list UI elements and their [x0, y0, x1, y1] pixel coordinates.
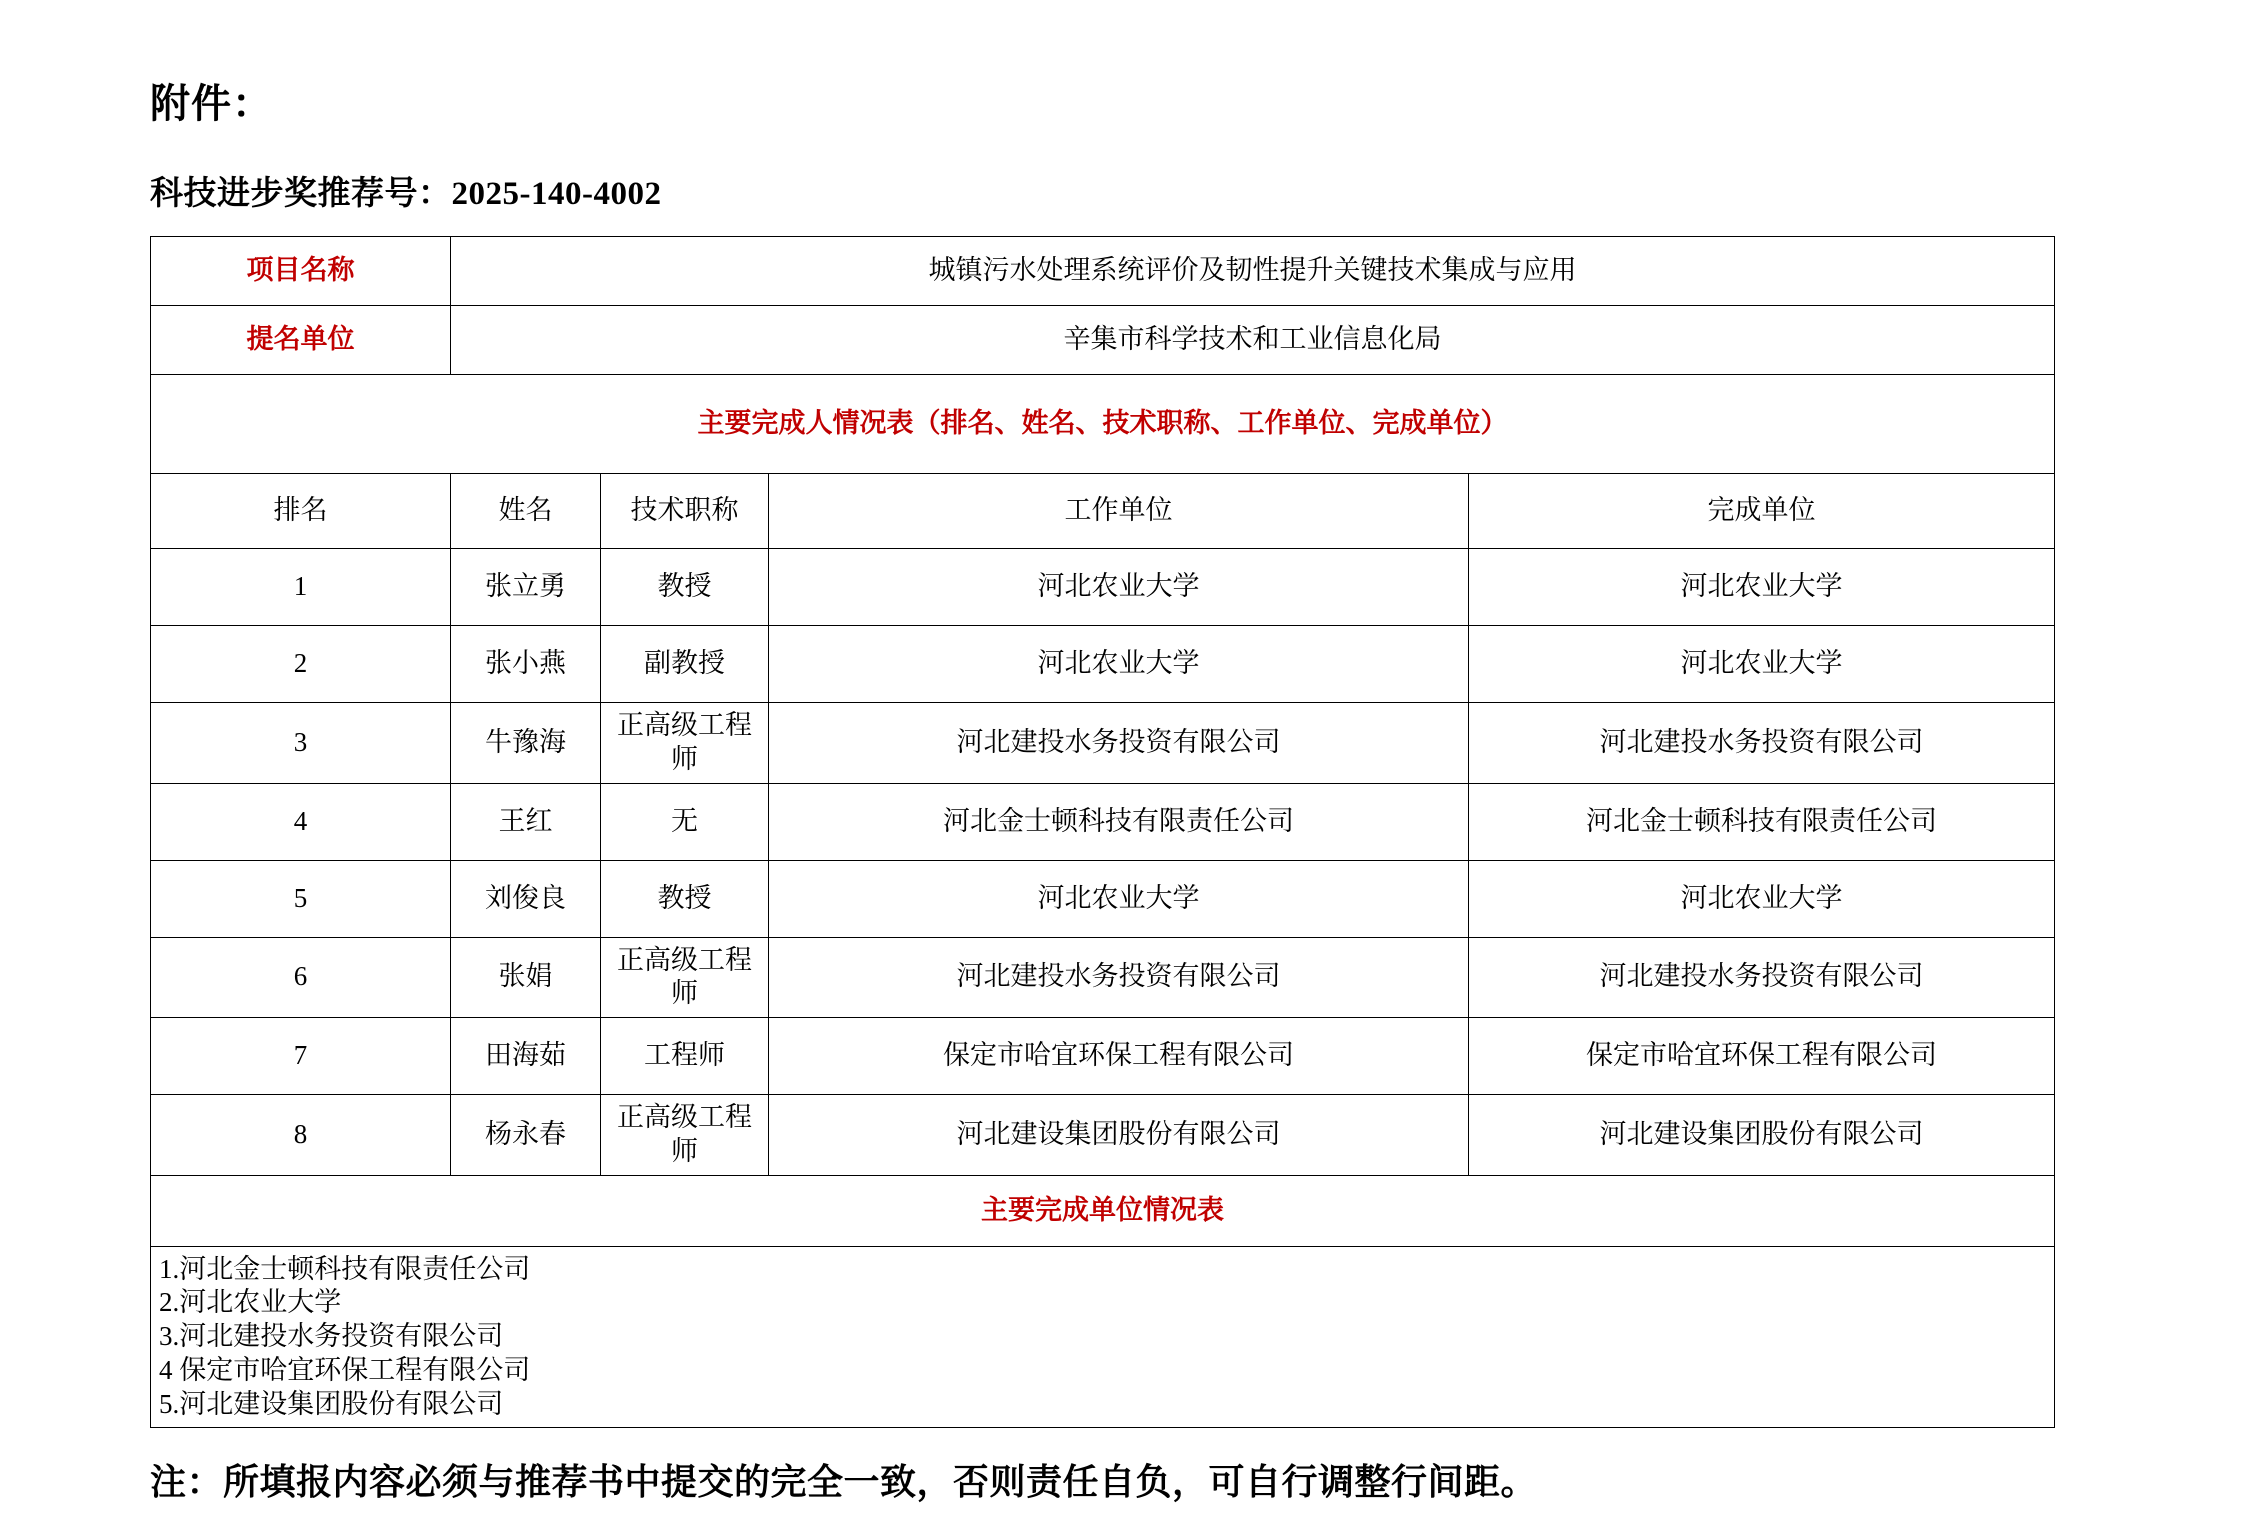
header-name: 姓名	[451, 474, 601, 549]
header-technical-title: 技术职称	[601, 474, 769, 549]
cell-technical-title: 正高级工程师	[601, 1095, 769, 1176]
cell-technical-title: 正高级工程师	[601, 703, 769, 784]
list-item: 1.河北金士顿科技有限责任公司	[159, 1253, 531, 1284]
project-name-value: 城镇污水处理系统评价及韧性提升关键技术集成与应用	[451, 237, 2055, 306]
cell-technical-title: 工程师	[601, 1018, 769, 1095]
cell-rank: 5	[151, 860, 451, 937]
cell-completion-unit: 河北农业大学	[1469, 860, 2055, 937]
table-row	[151, 703, 2055, 784]
cell-rank: 4	[151, 783, 451, 860]
cell-rank: 2	[151, 626, 451, 703]
cell-technical-title: 正高级工程师	[601, 937, 769, 1018]
nominating-unit-value: 辛集市科学技术和工业信息化局	[451, 306, 2055, 375]
cell-name: 刘俊良	[451, 860, 601, 937]
cell-name: 张立勇	[451, 549, 601, 626]
cell-name: 王红	[451, 783, 601, 860]
table-row	[151, 626, 2055, 703]
cell-name: 杨永春	[451, 1095, 601, 1176]
table-row	[151, 937, 2055, 1018]
cell-rank: 8	[151, 1095, 451, 1176]
cell-rank: 7	[151, 1018, 451, 1095]
cell-name: 张小燕	[451, 626, 601, 703]
award-info-table	[150, 236, 2055, 1428]
nominating-unit-label: 提名单位	[151, 306, 451, 375]
cell-work-unit: 河北农业大学	[769, 549, 1469, 626]
cell-completion-unit: 河北建投水务投资有限公司	[1469, 703, 2055, 784]
cell-technical-title: 教授	[601, 549, 769, 626]
table-row	[151, 549, 2055, 626]
units-list	[151, 1246, 2055, 1428]
cell-technical-title: 副教授	[601, 626, 769, 703]
table-row	[151, 783, 2055, 860]
cell-work-unit: 河北建投水务投资有限公司	[769, 937, 1469, 1018]
recommendation-number-prefix: 科技进步奖推荐号：	[150, 176, 452, 212]
cell-rank: 1	[151, 549, 451, 626]
attachment-label: 附件：	[150, 81, 273, 126]
cell-work-unit: 保定市哈宜环保工程有限公司	[769, 1018, 1469, 1095]
cell-technical-title: 教授	[601, 860, 769, 937]
list-item: 2.河北农业大学	[159, 1287, 342, 1318]
recommendation-number-value: 2025-140-4002	[451, 176, 662, 212]
cell-work-unit: 河北农业大学	[769, 626, 1469, 703]
list-item: 3.河北建投水务投资有限公司	[159, 1321, 504, 1351]
units-banner: 主要完成单位情况表	[151, 1175, 2055, 1246]
cell-completion-unit: 河北金士顿科技有限责任公司	[1469, 783, 2055, 860]
header-completion-unit: 完成单位	[1469, 474, 2055, 549]
units-list-row	[151, 1246, 2055, 1428]
cell-work-unit: 河北农业大学	[769, 860, 1469, 937]
contributors-banner-row	[151, 375, 2055, 474]
table-row	[151, 860, 2055, 937]
header-work-unit: 工作单位	[769, 474, 1469, 549]
cell-name: 张娟	[451, 937, 601, 1018]
cell-completion-unit: 河北农业大学	[1469, 626, 2055, 703]
cell-work-unit: 河北金士顿科技有限责任公司	[769, 783, 1469, 860]
cell-name: 田海茹	[451, 1018, 601, 1095]
header-rank: 排名	[151, 474, 451, 549]
cell-rank: 6	[151, 937, 451, 1018]
cell-rank: 3	[151, 703, 451, 784]
cell-work-unit: 河北建设集团股份有限公司	[769, 1095, 1469, 1176]
cell-work-unit: 河北建投水务投资有限公司	[769, 703, 1469, 784]
cell-completion-unit: 河北建投水务投资有限公司	[1469, 937, 2055, 1018]
cell-completion-unit: 保定市哈宜环保工程有限公司	[1469, 1018, 2055, 1095]
footer-note: 注：所填报内容必须与推荐书中提交的完全一致，否则责任自负，可自行调整行间距。	[150, 1462, 1538, 1503]
cell-completion-unit: 河北建设集团股份有限公司	[1469, 1095, 2055, 1176]
cell-technical-title: 无	[601, 783, 769, 860]
recommendation-number-line	[150, 167, 2095, 214]
units-banner-row	[151, 1175, 2055, 1246]
table-row	[151, 1018, 2055, 1095]
table-header-row	[151, 474, 2055, 549]
contributors-banner: 主要完成人情况表（排名、姓名、技术职称、工作单位、完成单位）	[151, 375, 2055, 474]
list-item: 5.河北建设集团股份有限公司	[159, 1388, 504, 1419]
cell-completion-unit: 河北农业大学	[1469, 549, 2055, 626]
table-row	[151, 1095, 2055, 1176]
project-name-label: 项目名称	[151, 237, 451, 306]
project-name-row	[151, 237, 2055, 306]
nominating-unit-row	[151, 306, 2055, 375]
cell-name: 牛豫海	[451, 703, 601, 784]
list-item: 4 保定市哈宜环保工程有限公司	[159, 1354, 531, 1385]
